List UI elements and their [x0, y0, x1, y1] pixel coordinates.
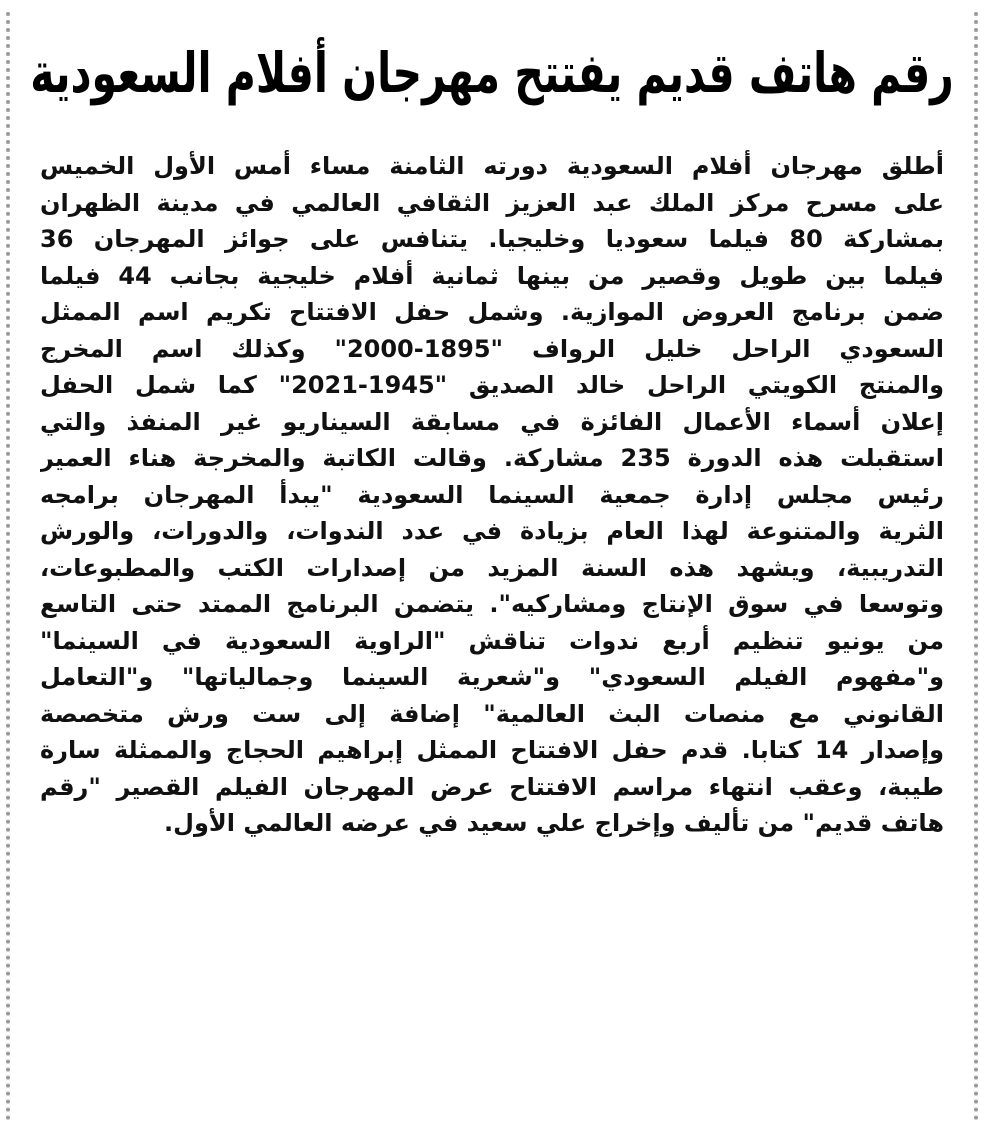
right-dotted-border [974, 12, 978, 1121]
body-line: إعلان أسماء الأعمال الفائزة في مسابقة السيناريو غير المنفذ والتي [40, 407, 944, 436]
body-line: و"مفهوم الفيلم السعودي" و"شعرية السينما وجمالياتها" و"التعامل [40, 663, 944, 691]
body-line: فيلما بين طويل وقصير من بينها ثمانية أفلام خليجية بجانب 44 فيلما [40, 261, 944, 290]
body-line: طيبة، وعقب انتهاء مراسم الافتتاح عرض المهرجان الفيلم القصير "رقم [40, 772, 944, 801]
body-line: على مسرح مركز الملك عبد العزيز الثقافي العالمي في مدينة الظهران [40, 188, 944, 217]
body-line: استقبلت هذه الدورة 235 مشاركة. وقالت الكاتبة والمخرجة هناء العمير [40, 444, 944, 472]
body-line: رئيس مجلس إدارة جمعية السينما السعودية "يبدأ المهرجان برامجه [40, 480, 944, 509]
body-line: والمنتج الكويتي الراحل خالد الصديق "1945-2021" كما شمل الحفل [40, 371, 944, 399]
body-line: التدريبية، ويشهد هذه السنة المزيد من إصدارات الكتب والمطبوعات، [40, 553, 944, 582]
body-line: القانوني مع منصات البث العالمية" إضافة إلى ست ورش متخصصة [40, 699, 944, 728]
body-line: الثرية والمتنوعة لهذا العام بزيادة في عدد الندوات، والدورات، والورش [40, 517, 944, 545]
body-line: من يونيو تنظيم أربع ندوات تناقش "الراوية السعودية في السينما" [40, 626, 944, 655]
body-line: بمشاركة 80 فيلما سعوديا وخليجيا. يتنافس على جوائز المهرجان 36 [40, 225, 944, 253]
body-line: وتوسعا في سوق الإنتاج ومشاركيه". يتضمن البرنامج الممتد حتى التاسع [40, 590, 944, 618]
body-line: ضمن برنامج العروض الموازية. وشمل حفل الافتتاح تكريم اسم الممثل [40, 298, 944, 326]
body-line-last: هاتف قديم" من تأليف وإخراج علي سعيد في عرضه العالمي الأول. [164, 809, 944, 837]
headline: رقم هاتف قديم يفتتح مهرجان أفلام السعودية [30, 40, 954, 106]
body-line: السعودي الراحل خليل الرواف "1895-2000" وكذلك اسم المخرج [40, 334, 944, 363]
left-dotted-border [6, 12, 10, 1121]
body-line: وإصدار 14 كتابا. قدم حفل الافتتاح الممثل إبراهيم الحجاج والممثلة سارة [40, 736, 944, 764]
body-line: أطلق مهرجان أفلام السعودية دورته الثامنة مساء أمس الأول الخميس [40, 152, 944, 180]
article-body [40, 148, 944, 842]
